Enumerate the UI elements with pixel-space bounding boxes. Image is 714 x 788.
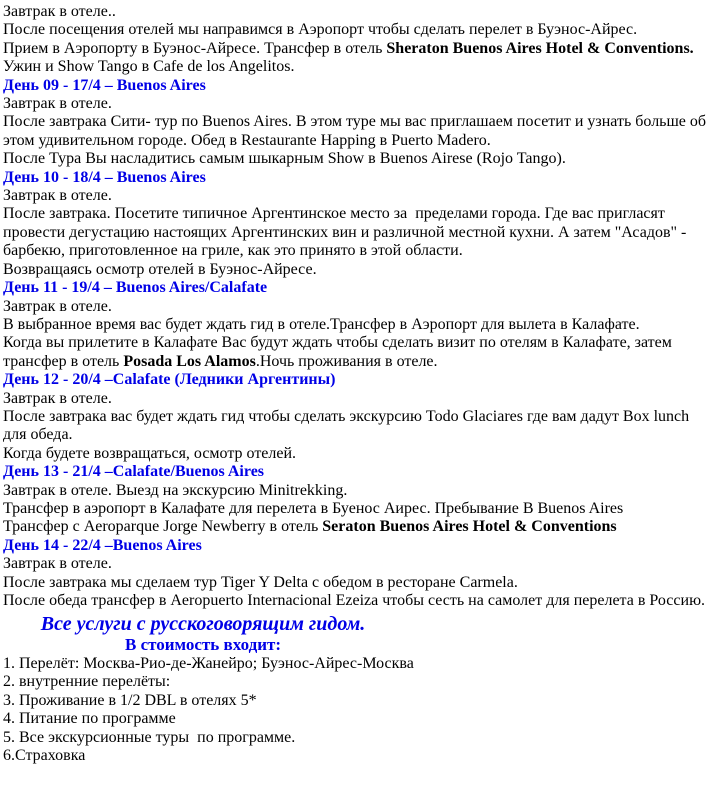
paragraph bbox=[3, 574, 712, 592]
paragraph bbox=[3, 390, 712, 408]
paragraph bbox=[3, 58, 712, 76]
text-run: 6.Страховка bbox=[3, 746, 86, 764]
text-run: Трансфер в аэропорт в Калафате для перелета в Буенос Аирес. Пребывание В Buenos Aires bbox=[3, 499, 624, 517]
included-list-item bbox=[3, 710, 712, 728]
bold-text-run: Seraton Buenos Aires Hotel & Conventions bbox=[322, 518, 617, 536]
text-run: 5. Все экскурсионные туры по программе. bbox=[3, 728, 296, 746]
paragraph bbox=[3, 334, 712, 371]
text-run: День 13 - 21/4 –Calafate/Buenos Aires bbox=[3, 463, 265, 481]
paragraph bbox=[3, 113, 712, 150]
text-run: День 12 - 20/4 –Calafate (Ледники Аргентины) bbox=[3, 371, 336, 389]
text-run: .Ночь проживания в отеле. bbox=[255, 352, 438, 370]
text-run: 2. внутренние перелёты: bbox=[3, 673, 171, 691]
text-run: День 14 - 22/4 –Buenos Aires bbox=[3, 536, 202, 554]
price-includes-heading bbox=[3, 635, 403, 655]
included-list-item bbox=[3, 655, 712, 673]
text-run: После обеда трансфер в Aeropuerto Internacional Ezeiza чтобы сесть на самолет для перелета в Россию. bbox=[3, 592, 706, 609]
text-run: Все услуги с русскоговорящим гидом. bbox=[40, 613, 366, 636]
text-run: После посещения отелей мы направимся в Аэропорт чтобы сделать перелет в Буэнос-Айрес. bbox=[3, 21, 638, 39]
day-header bbox=[3, 371, 712, 389]
day-header bbox=[3, 537, 712, 555]
text-run: Ужин и Show Tango в Cafe de los Angelitos. bbox=[3, 58, 295, 76]
paragraph bbox=[3, 187, 712, 205]
paragraph bbox=[3, 3, 712, 21]
services-note bbox=[3, 613, 403, 635]
text-run: Завтрак в отеле.. bbox=[3, 3, 116, 20]
paragraph bbox=[3, 482, 712, 500]
text-run: 4. Питание по программе bbox=[3, 710, 176, 728]
day-header bbox=[3, 463, 712, 481]
included-list-item bbox=[3, 673, 712, 691]
text-run: Завтрак в отеле. bbox=[3, 389, 112, 407]
included-list-item bbox=[3, 729, 712, 747]
text-run: После Тура Вы насладитись самым шыкарным Show в Buenos Airese (Rojo Tango). bbox=[3, 150, 566, 168]
paragraph bbox=[3, 205, 712, 260]
day-header bbox=[3, 279, 712, 297]
text-run: Когда вы прилетите в Калафате Вас будут ждать чтобы сделать визит по отелям в Калафате, затем трансфер в отель bbox=[3, 334, 676, 370]
text-run: 3. Проживание в 1/2 DBL в отелях 5* bbox=[3, 691, 257, 709]
text-run: Завтрак в отеле. bbox=[3, 297, 112, 315]
included-list-item bbox=[3, 747, 712, 765]
paragraph bbox=[3, 500, 712, 518]
text-run: Завтрак в отеле. bbox=[3, 95, 112, 113]
text-run: В стоимость входит: bbox=[125, 635, 281, 655]
paragraph bbox=[3, 298, 712, 316]
bold-text-run: Posada Los Alamos bbox=[123, 352, 256, 370]
text-run: Трансфер с Aeroparque Jorge Newberry в отель bbox=[3, 518, 323, 536]
text-run: После завтрака мы сделаем тур Tiger Y Delta с обедом в ресторане Carmela. bbox=[3, 573, 518, 591]
text-run: После завтрака. Посетите типичное Аргентинское место за пределами города. Где вас пригласят провести дегустацию настоящих Аргентинских вин и различной местной кухни. А затем "Асадов" - барбекю, приготовленное на гриле, как это принято в этой области. bbox=[3, 205, 691, 260]
paragraph bbox=[3, 592, 712, 610]
day-header bbox=[3, 77, 712, 95]
paragraph bbox=[3, 408, 712, 445]
text-run: День 10 - 18/4 – Buenos Aires bbox=[3, 168, 206, 186]
text-run: После завтрака Сити- тур по Buenos Aires. В этом туре мы вас приглашаем посетит и узнать больше об этом удивительном городе. Обед в Restaurante Happing в Puerto Madero. bbox=[3, 113, 711, 149]
included-list-item bbox=[3, 692, 712, 710]
text-run: Завтрак в отеле. bbox=[3, 555, 112, 573]
text-run: 1. Перелёт: Москва-Рио-де-Жанейро; Буэнос-Айрес-Москва bbox=[3, 654, 414, 672]
text-run: День 11 - 19/4 – Buenos Aires/Calafate bbox=[3, 279, 268, 297]
paragraph bbox=[3, 555, 712, 573]
paragraph bbox=[3, 316, 712, 334]
text-run: В выбранное время вас будет ждать гид в отеле.Трансфер в Аэропорт для вылета в Калафате. bbox=[3, 315, 640, 333]
paragraph bbox=[3, 21, 712, 39]
text-run: Завтрак в отеле. Выезд на экскурсию Minitrekking. bbox=[3, 481, 348, 499]
bold-text-run: Sheraton Buenos Aires Hotel & Conventions. bbox=[386, 39, 694, 57]
paragraph bbox=[3, 518, 712, 536]
text-run: Когда будете возвращаться, осмотр отелей. bbox=[3, 444, 297, 462]
paragraph bbox=[3, 150, 712, 168]
text-run: День 09 - 17/4 – Buenos Aires bbox=[3, 76, 206, 94]
paragraph bbox=[3, 95, 712, 113]
day-header bbox=[3, 169, 712, 187]
paragraph bbox=[3, 445, 712, 463]
paragraph bbox=[3, 261, 712, 279]
paragraph bbox=[3, 40, 712, 58]
text-run: После завтрака вас будет ждать гид чтобы сделать экскурсию Todo Glaciares где вам дадут Box lunch для обеда. bbox=[3, 407, 694, 444]
text-run: Возвращаясь осмотр отелей в Буэнос-Айресе. bbox=[3, 260, 317, 278]
text-run: Прием в Аэропорту в Буэнос-Айресе. Трансфер в отель bbox=[3, 39, 387, 57]
text-run: Завтрак в отеле. bbox=[3, 187, 112, 205]
